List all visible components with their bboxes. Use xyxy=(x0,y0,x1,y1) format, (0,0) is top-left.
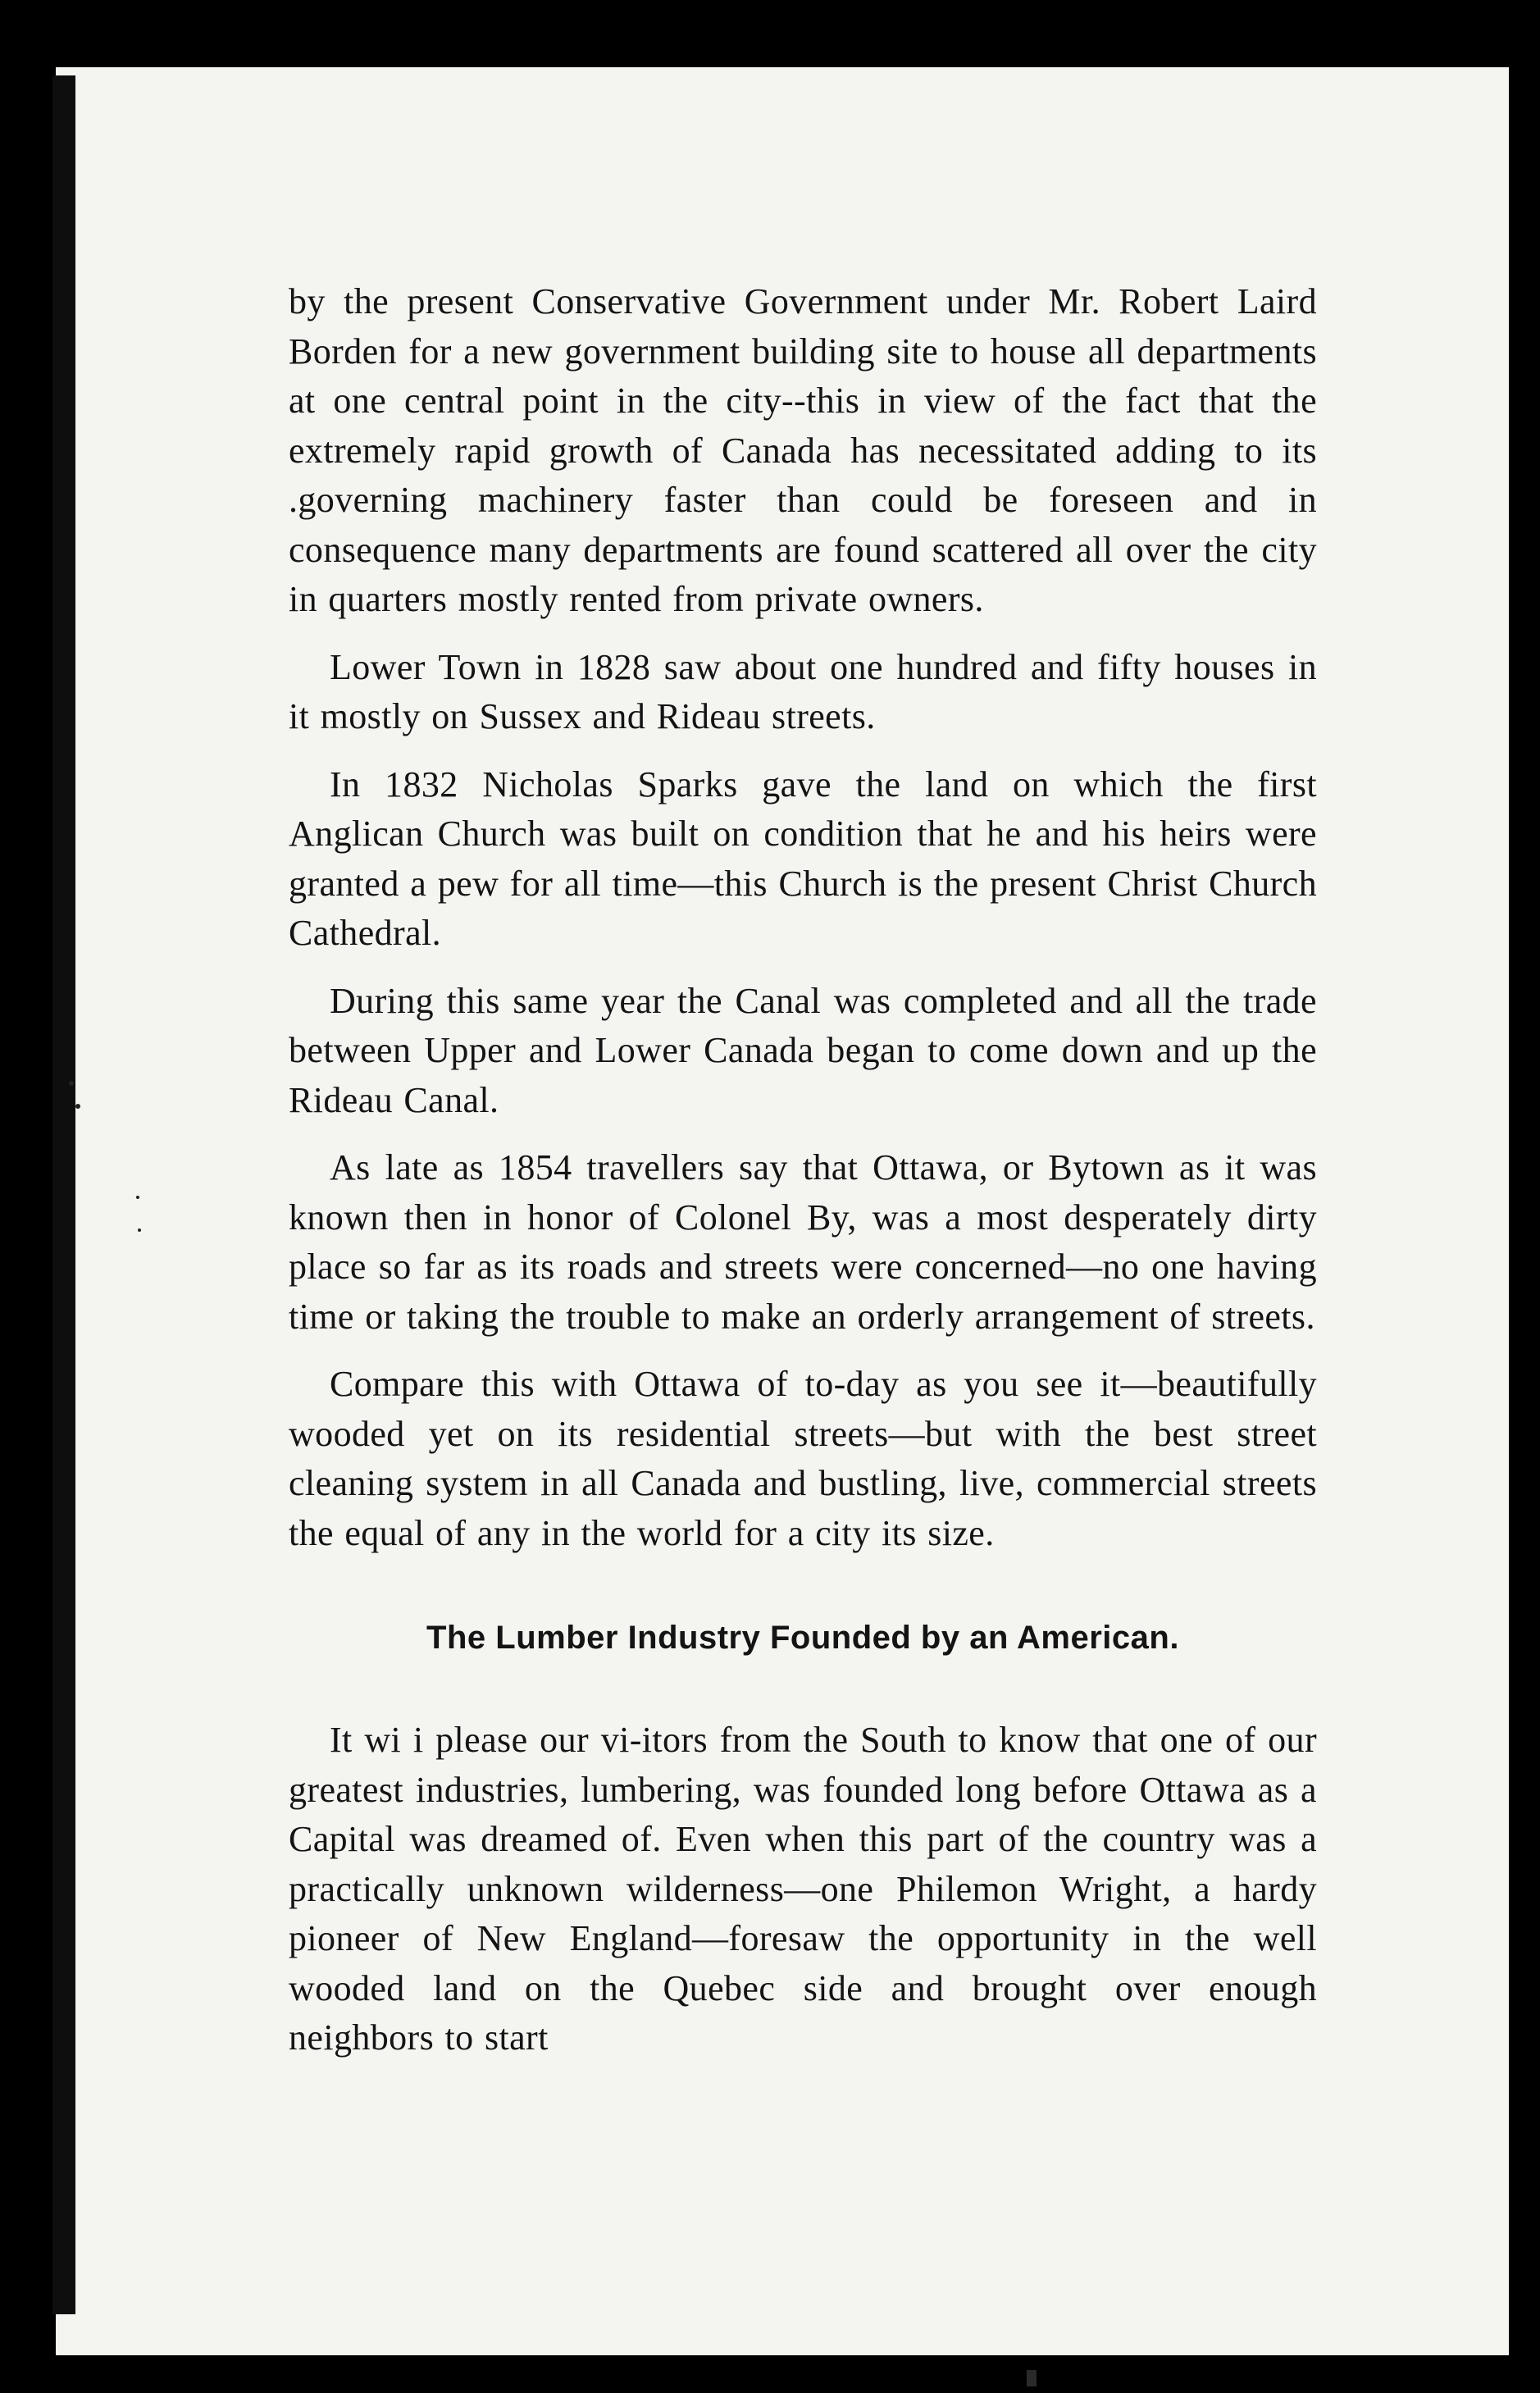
margin-speck xyxy=(138,1228,141,1232)
paragraph: In 1832 Nicholas Sparks gave the land on which the first Anglican Church was built on condition that he and his heirs were granted a pew for all time—this Church is the present Christ Church Cathedral. xyxy=(289,763,1317,953)
paragraph: As late as 1854 travellers say that Ottawa, or Bytown as it was known then in honor of Colonel By, was a most desperately dirty place so far as its roads and streets were concerned—no one having time or taking the trouble to make an orderly arrangement of streets. xyxy=(289,1147,1317,1337)
paragraph: During this same year the Canal was completed and all the trade between Upper and Lower Canada began to come down and up the Rideau Canal. xyxy=(289,980,1317,1120)
bottom-speck xyxy=(1027,2370,1037,2386)
section-heading: The Lumber Industry Founded by an American. xyxy=(426,1620,1179,1656)
page-text xyxy=(289,277,1317,2081)
binding-edge xyxy=(52,75,75,2314)
margin-speck xyxy=(69,1081,74,1086)
margin-speck xyxy=(75,1104,80,1109)
paragraph: Lower Town in 1828 saw about one hundred and fifty houses in it mostly on Sussex and Rideau streets. xyxy=(289,646,1317,736)
paragraph: by the present Conservative Government under Mr. Robert Laird Borden for a new government building site to house all departments at one central point in the city--this in view of the fact that the extremely rapid growth of Canada has necessitated adding to its .governing machinery faster than could be foreseen and in consequence many departments are found scattered all over the city in quarters mostly rented from private owners. xyxy=(289,281,1317,619)
margin-speck xyxy=(136,1196,139,1199)
paragraph: Compare this with Ottawa of to-day as you see it—beautifully wooded yet on its residential streets—but with the best street cleaning system in all Canada and bustling, live, commercial streets the equal of any in the world for a city its size. xyxy=(289,1364,1317,1553)
paragraph: It wi i please our vi-itors from the South to know that one of our greatest industries, lumbering, was founded long before Ottawa as a Capital was dreamed of. Even when this part of the country was a practically unknown wilderness—one Philemon Wright, a hardy pioneer of New England—foresaw the opportunity in the well wooded land on the Quebec side and brought over enough neighbors to start xyxy=(289,1720,1317,2058)
